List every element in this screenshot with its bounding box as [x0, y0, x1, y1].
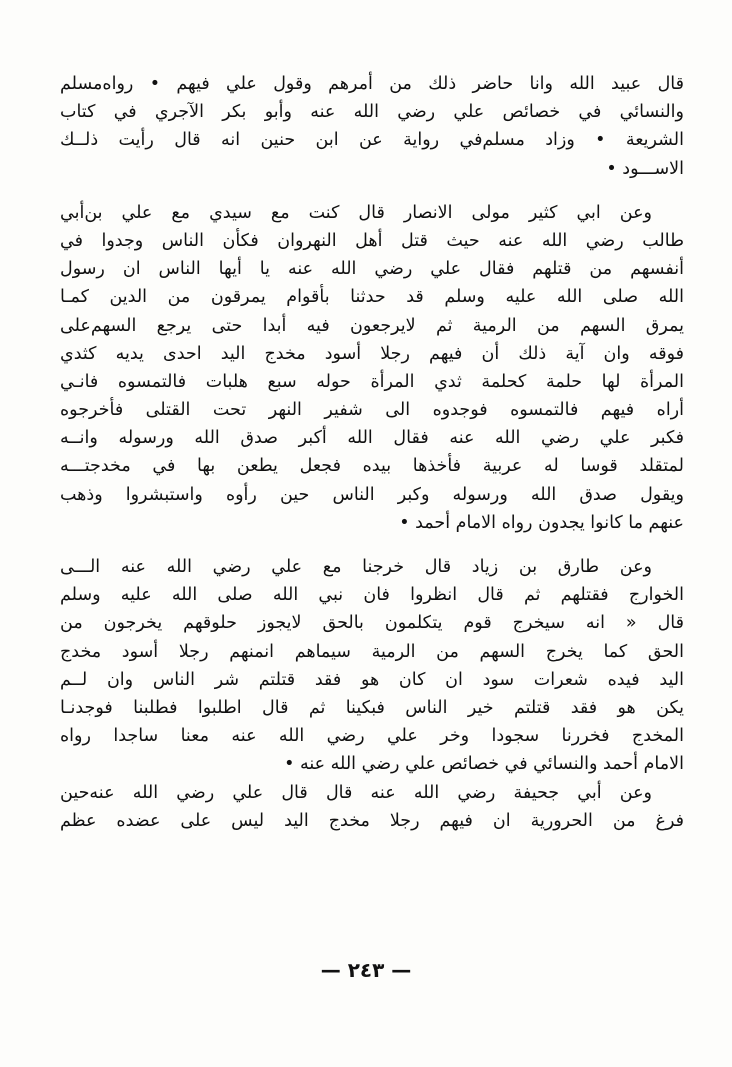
- text-line: أراه فيهم فالتمسوه فوجدوه الى شفير النهر تحت القتلى فأخرجوه: [60, 400, 684, 421]
- text-line: الاســـود •: [606, 158, 684, 179]
- text-line: الله صلى الله عليه وسلم قد حدثنا بأقوام يمرقون من الدين كمـا: [60, 287, 684, 308]
- paragraph-1: [60, 70, 684, 183]
- text-line: الامام أحمد والنسائي في خصائص علي رضي الله عنه •: [284, 754, 684, 775]
- text-line: ويقول صدق الله ورسوله وكبر الناس حين رأوه واستبشروا وذهب: [60, 484, 684, 505]
- text-line: فكبر علي رضي الله عنه فقال الله أكبر صدق الله ورسوله وانــه: [60, 428, 684, 449]
- paragraph-3: [60, 553, 684, 779]
- text-line: والنسائي في خصائص علي رضي الله عنه وأبو بكر الآجري في كتاب: [60, 102, 684, 123]
- page-number: — ٢٤٣ —: [320, 958, 412, 982]
- paragraph-gap: [60, 537, 684, 553]
- text-line: قال « انه سيخرج قوم يتكلمون بالحق لايجوز حلوقهم يخرجون من: [60, 613, 684, 634]
- text-line: يكن هو فقد قتلتم خير الناس فبكينا ثم قال اطلبوا فطلبنا فوجدنـا: [60, 697, 684, 718]
- text-line: المرأة لها حلمة كحلمة ثدي المرأة حوله سبع هلبات فالتمسوه فانـي: [60, 371, 684, 392]
- text-line: يمرق السهم من الرمية ثم لايرجعون فيه أبدا حتى يرجع السهم‌على: [60, 315, 684, 336]
- text-line: قال عبيد الله وانا حاضر ذلك من أمرهم وقول علي فيهم • رواه‌مسلم: [60, 74, 684, 94]
- text-line: عنهم ما كانوا يجدون رواه الامام أحمد •: [399, 512, 684, 533]
- paragraph-4: [60, 779, 684, 835]
- text-line: المخدج فخررنا سجودا وخر علي رضي الله عنه معنا ساجدا رواه: [60, 726, 684, 747]
- page-body-text: [60, 70, 684, 835]
- text-line: فرغ من الحرورية ان فيهم رجلا مخدج اليد ليس على عضده عظم: [60, 810, 684, 831]
- paragraph-gap: [60, 183, 684, 199]
- text-line: أنفسهم من قتلهم فقال علي رضي الله عنه يا أيها الناس ان رسول: [60, 259, 684, 280]
- text-line: وعن ابي كثير مولى الانصار قال كنت مع سيدي مع علي بن‌أبي: [60, 202, 652, 223]
- text-line: وعن طارق بن زياد قال خرجنا مع علي رضي الله عنه الـــى: [60, 557, 652, 577]
- text-line: الخوارج فقتلهم ثم قال انظروا فان نبي الله صلى الله عليه وسلم: [60, 585, 684, 606]
- text-line: طالب رضي الله عنه حيث قتل أهل النهروان فكأن الناس وجدوا في: [60, 230, 684, 251]
- text-line: وعن أبي جحيفة رضي الله عنه قال قال علي رضي الله عنه‌حين: [60, 782, 652, 803]
- text-line: الشريعة • وزاد مسلم‌في رواية عن ابن حنين انه قال رأيت ذلــك: [60, 130, 684, 151]
- text-line: اليد فيده شعرات سود ان كان هو فقد قتلتم شر الناس وان لــم: [60, 669, 684, 690]
- text-line: لمتقلد قوسا له عربية فأخذها بيده فجعل يطعن بها في مخدجتـــه: [60, 456, 684, 477]
- text-line: فوقه وان آية ذلك أن فيهم رجلا أسود مخدج اليد احدى يديه كثدي: [60, 343, 684, 364]
- paragraph-2: [60, 199, 684, 537]
- text-line: الحق كما يخرج السهم من الرمية سيماهم انمنهم رجلا أسود مخدج: [60, 641, 684, 662]
